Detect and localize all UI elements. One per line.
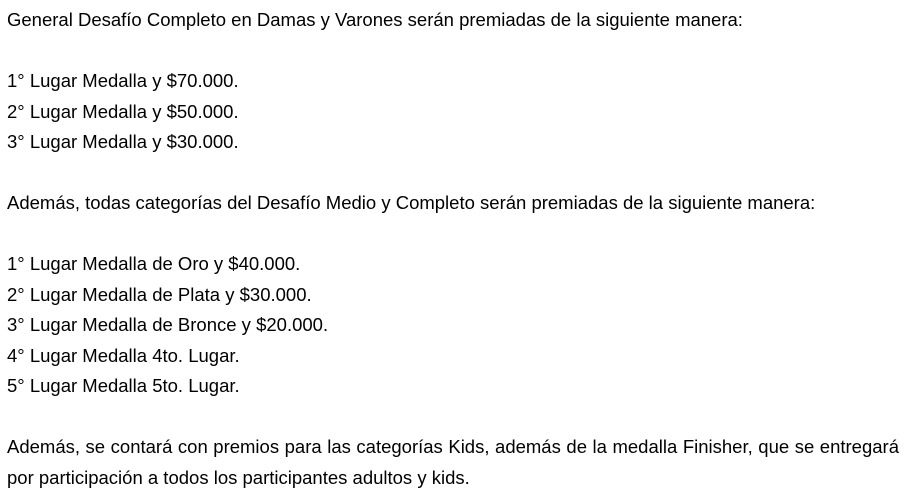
spacer xyxy=(7,36,899,67)
category-prize-4: 4° Lugar Medalla 4to. Lugar. xyxy=(7,344,240,366)
categories-intro: Además, todas categorías del Desafío Medio y Completo serán premiadas de la siguiente manera: xyxy=(7,192,816,213)
general-prize-2: 2° Lugar Medalla y $50.000. xyxy=(7,100,239,122)
general-prize-3: 3° Lugar Medalla y $30.000. xyxy=(7,131,239,152)
spacer xyxy=(7,158,899,189)
closing-paragraph: Además, se contará con premios para las categorías Kids, además de la medalla Finisher, que se entregará por participación a todos los participantes adultos y kids. xyxy=(7,436,899,488)
spacer xyxy=(7,402,899,433)
spacer xyxy=(7,219,899,250)
category-prize-1: 1° Lugar Medalla de Oro y $40.000. xyxy=(7,253,301,274)
general-prize-1: 1° Lugar Medalla y $70.000. xyxy=(7,70,239,91)
general-intro: General Desafío Completo en Damas y Varones serán premiadas de la siguiente manera: xyxy=(7,9,743,30)
category-prize-5: 5° Lugar Medalla 5to. Lugar. xyxy=(7,375,240,396)
category-prize-3: 3° Lugar Medalla de Bronce y $20.000. xyxy=(7,314,329,335)
category-prize-2: 2° Lugar Medalla de Plata y $30.000. xyxy=(7,283,312,305)
document-body xyxy=(7,5,899,493)
